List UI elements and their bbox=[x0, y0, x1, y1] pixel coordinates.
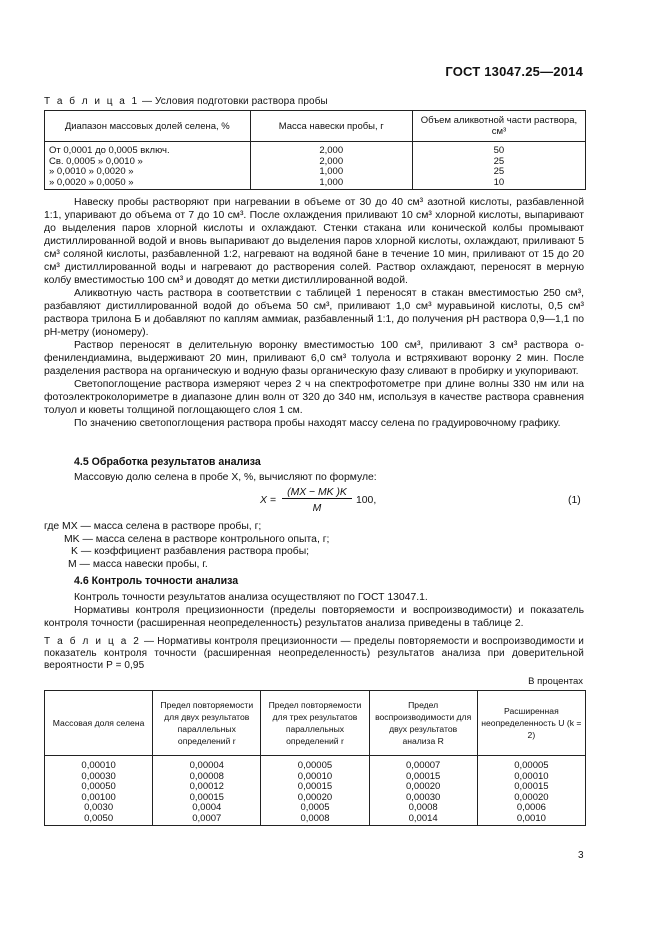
table1-cell: 50 bbox=[412, 142, 585, 157]
legend-item bbox=[44, 559, 329, 572]
section-4-6-title: 4.6 Контроль точности анализа bbox=[74, 575, 239, 587]
table2-cell: 0,00020 bbox=[369, 782, 477, 793]
formula-legend bbox=[44, 521, 329, 571]
table-row bbox=[45, 814, 586, 826]
table1-cell: 10 bbox=[412, 178, 585, 190]
table1-cell: 25 bbox=[412, 167, 585, 178]
table2-cell: 0,00100 bbox=[45, 793, 153, 804]
table1-cell: Св. 0,0005 » 0,0010 » bbox=[45, 157, 251, 168]
table2-cell: 0,00005 bbox=[261, 756, 369, 772]
table1-caption bbox=[44, 96, 328, 107]
legend-desc: — коэффициент разбавления раствора пробы; bbox=[77, 546, 310, 557]
formula-number: (1) bbox=[568, 495, 581, 506]
table1-cell: 1,000 bbox=[250, 167, 412, 178]
formula-lhs: X = bbox=[260, 495, 276, 506]
table2-cell: 0,00020 bbox=[261, 793, 369, 804]
legend-desc: — масса навески пробы, г. bbox=[76, 558, 208, 570]
table-row bbox=[45, 782, 586, 793]
table1-caption-text: — Условия подготовки раствора пробы bbox=[139, 96, 328, 107]
table2-cell: 0,00015 bbox=[369, 772, 477, 783]
table2-cell: 0,0030 bbox=[45, 803, 153, 814]
table2-caption bbox=[44, 636, 584, 672]
legend-desc: — масса селена в растворе контрольного опыта, г; bbox=[79, 533, 330, 545]
table2-cell: 0,0008 bbox=[369, 803, 477, 814]
table2-cell: 0,0007 bbox=[153, 814, 261, 826]
table1-cell: 2,000 bbox=[250, 142, 412, 157]
table2-cell: 0,00007 bbox=[369, 756, 477, 772]
document-header: ГОСТ 13047.25—2014 bbox=[445, 64, 583, 79]
paragraph: Нормативы контроля прецизионности (пределы повторяемости и воспроизводимости) и показатель контроля точности (расширенная неопределенность) результатов анализа приведены в таблице 2. bbox=[44, 605, 584, 629]
paragraph: Раствор переносят в делительную воронку вместимостью 100 см³, приливают 3 см³ раствора о-фенилендиамина, выдерживают 20 мин, приливают 6,0 см³ толуола и встряхивают воронку 2 мин. После разделения раствора на органическую и водную фазы органическую фазу сливают в пробирку и укупоривают. bbox=[44, 340, 584, 377]
table1-cell: » 0,0010 » 0,0020 » bbox=[45, 167, 251, 178]
paragraph: Контроль точности результатов анализа осуществляют по ГОСТ 13047.1. bbox=[74, 592, 428, 603]
table2-cell: 0,0004 bbox=[153, 803, 261, 814]
table1-cell: » 0,0020 » 0,0050 » bbox=[45, 178, 251, 190]
table2-caption-text: — Нормативы контроля прецизионности — пределы повторяемости и воспроизводимости и показатель контроля точности (расширенная неопределенность) результатов анализа при доверительной вероятности P = 0,95 bbox=[44, 636, 584, 671]
table2-cell: 0,0005 bbox=[261, 803, 369, 814]
table2-cell: 0,00005 bbox=[477, 756, 585, 772]
legend-symbol: K bbox=[71, 546, 78, 557]
table2-cell: 0,00050 bbox=[45, 782, 153, 793]
legend-symbol: где MX bbox=[44, 521, 78, 532]
paragraph: Светопоглощение раствора измеряют через 2 ч на спектрофотометре при длине волны 330 нм или на фотоэлектроколориметре в диапазоне длин волн от 320 до 340 нм, используя в качестве раствора сравнения толуол и кюветы толщиной поглощающего слоя 1 см. bbox=[44, 379, 584, 416]
table-row bbox=[45, 756, 586, 772]
table1-caption-prefix: Т а б л и ц а 1 bbox=[44, 96, 140, 107]
paragraph: По значению светопоглощения раствора пробы находят массу селена по градуировочному графику. bbox=[74, 418, 561, 429]
table2-cell: 0,0014 bbox=[369, 814, 477, 826]
table2-header-repeat2: Предел повторяемости для двух результатов параллельных определений r bbox=[153, 691, 261, 756]
table1-cell: От 0,0001 до 0,0005 включ. bbox=[45, 142, 251, 157]
paragraph: Навеску пробы растворяют при нагревании в объеме от 30 до 40 см³ азотной кислоты, разбавленной 1:1, упаривают до объема от 7 до 10 см³. После охлаждения приливают 10 см³ хлорной кислоты, выпаривают до выделения паров хлорной кислоты и охлаждают. Стенки стакана или конической колбы промывают дистиллированной водой и вновь выпаривают до выделения паров хлорной кислоты, охлаждают, приливают 5 см³ соляной кислоты, разбавленной 1:2, нагревают на водяной бане в течение 10 мин, приливают от 15 до 20 см³ дистиллированной воды и нагревают до растворения солей. Раствор охлаждают, переносят в мерную колбу вместимостью 100 см³ и доводят до метки дистиллированной водой. bbox=[44, 197, 584, 286]
table2-cell: 0,00004 bbox=[153, 756, 261, 772]
table2-cell: 0,00010 bbox=[45, 756, 153, 772]
table2-caption-prefix: Т а б л и ц а 2 bbox=[44, 636, 141, 647]
table2-unit-note: В процентах bbox=[528, 676, 583, 687]
table1-cell: 25 bbox=[412, 157, 585, 168]
table2-cell: 0,0050 bbox=[45, 814, 153, 826]
table1-header-volume: Объем аликвотной части раствора, см³ bbox=[412, 111, 585, 142]
table2-cell: 0,00010 bbox=[477, 772, 585, 783]
table2-cell: 0,00015 bbox=[477, 782, 585, 793]
table2-cell: 0,00012 bbox=[153, 782, 261, 793]
table2-cell: 0,00015 bbox=[261, 782, 369, 793]
table2-cell: 0,00030 bbox=[369, 793, 477, 804]
section-4-5-title: 4.5 Обработка результатов анализа bbox=[74, 456, 261, 468]
legend-desc: — масса селена в растворе пробы, г; bbox=[77, 521, 262, 532]
table-row bbox=[45, 803, 586, 814]
table1-cell: 2,000 bbox=[250, 157, 412, 168]
table2-cell: 0,00030 bbox=[45, 772, 153, 783]
table2-cell: 0,00015 bbox=[153, 793, 261, 804]
table2 bbox=[44, 690, 586, 826]
legend-item bbox=[44, 534, 329, 547]
procedure-text bbox=[44, 196, 584, 430]
table2-cell: 0,00020 bbox=[477, 793, 585, 804]
table2-cell: 0,00010 bbox=[261, 772, 369, 783]
table-row bbox=[45, 167, 586, 178]
table2-cell: 0,0008 bbox=[261, 814, 369, 826]
table1-cell: 1,000 bbox=[250, 178, 412, 190]
table1 bbox=[44, 110, 586, 190]
table2-header-fraction: Массовая доля селена bbox=[45, 691, 153, 756]
legend-item bbox=[44, 521, 329, 534]
table1-header-mass: Масса навески пробы, г bbox=[250, 111, 412, 142]
section-4-6-text bbox=[44, 591, 584, 630]
table-row bbox=[45, 142, 586, 157]
table2-cell: 0,0006 bbox=[477, 803, 585, 814]
table1-header-range: Диапазон массовых долей селена, % bbox=[45, 111, 251, 142]
legend-item bbox=[44, 546, 329, 559]
paragraph: Аликвотную часть раствора в соответствии с таблицей 1 переносят в стакан вместимостью 250 см³, разбавляют дистиллированной водой до объема 50 см³, приливают 1,0 см³ муравьиной кислоты, 0,5 см³ раствора трилона Б и добавляют по каплям аммиак, разбавленный 1:1, до получения pH раствора 0,9—1,1 по pH-метру (иономеру). bbox=[44, 288, 584, 338]
table2-header-uncertainty: Расширенная неопределенность U (k = 2) bbox=[477, 691, 585, 756]
legend-symbol: MK bbox=[64, 533, 80, 545]
table2-cell: 0,00008 bbox=[153, 772, 261, 783]
table2-cell: 0,0010 bbox=[477, 814, 585, 826]
table-row bbox=[45, 178, 586, 190]
formula-intro: Массовую долю селена в пробе X, %, вычисляют по формуле: bbox=[74, 472, 377, 483]
table2-header-reproducibility: Предел воспроизводимости для двух результатов анализа R bbox=[369, 691, 477, 756]
page-number: 3 bbox=[578, 850, 584, 861]
formula-denominator: M bbox=[312, 503, 322, 514]
formula-numerator: (MX − MK )K bbox=[282, 487, 352, 499]
formula-tail: 100, bbox=[356, 495, 377, 506]
legend-symbol: M bbox=[68, 558, 77, 570]
table2-header-repeat3: Предел повторяемости для трех результатов параллельных определений r bbox=[261, 691, 369, 756]
